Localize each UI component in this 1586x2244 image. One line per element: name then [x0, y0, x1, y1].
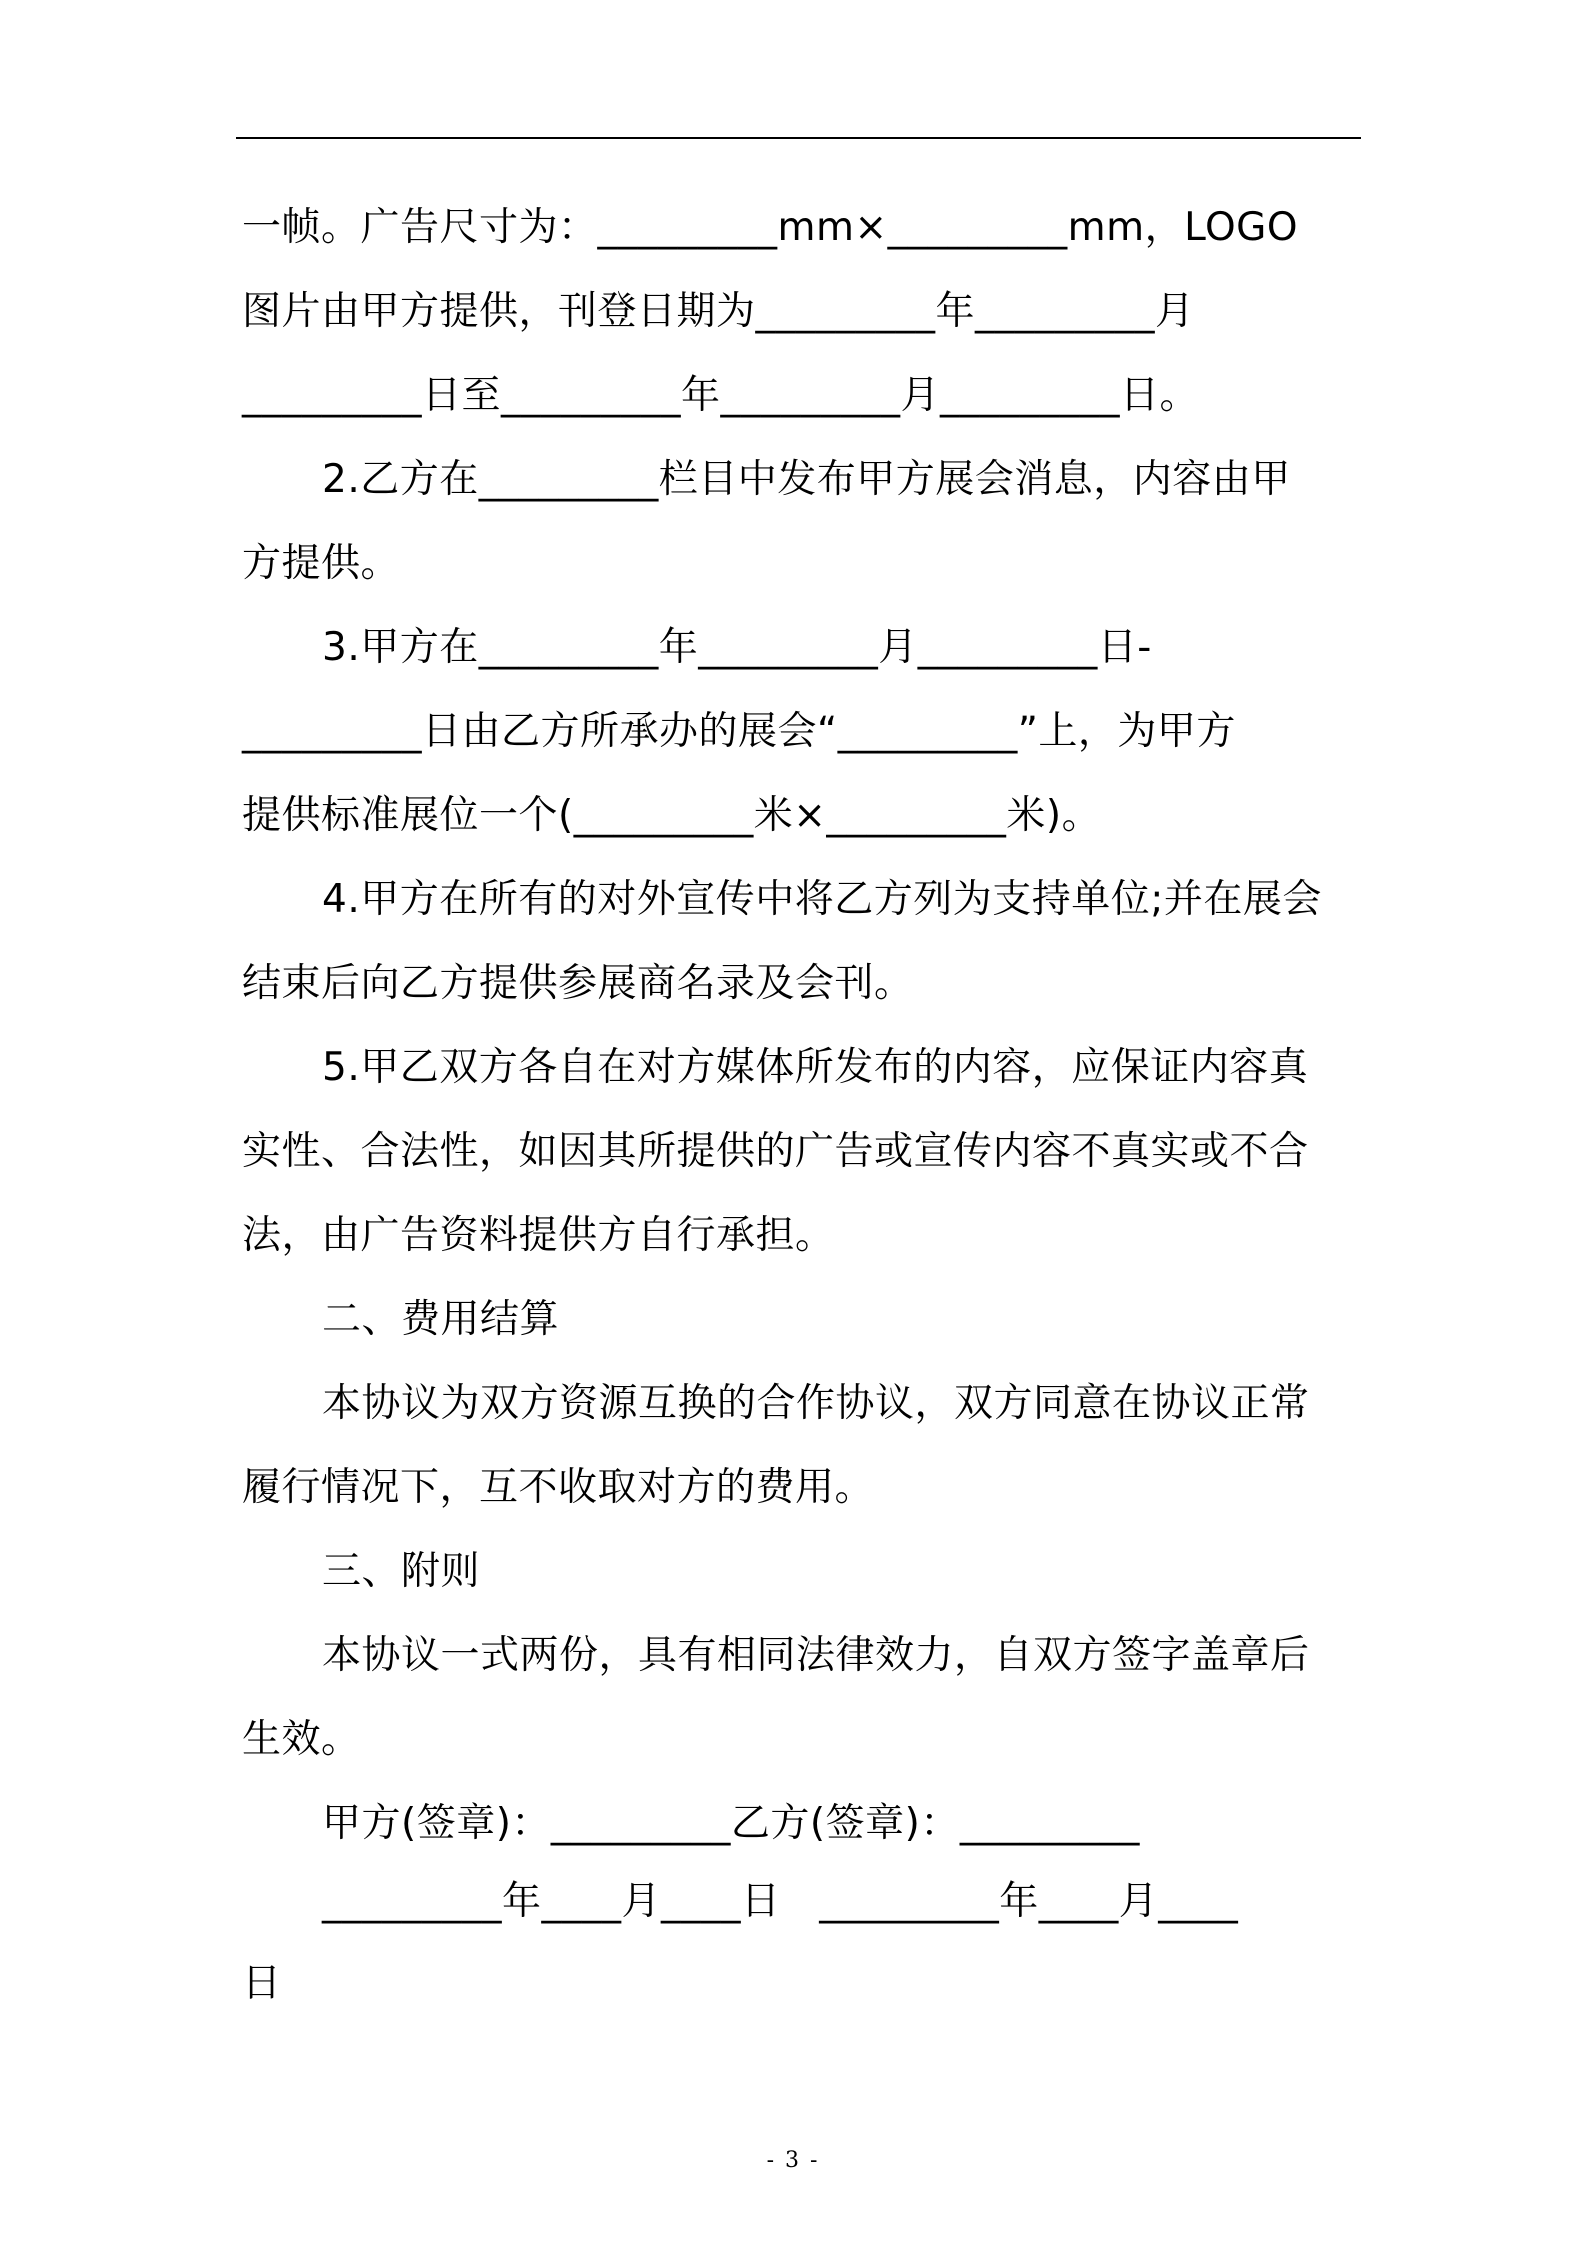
text-line: 履行情况下，互不收取对方的费用。	[242, 1465, 875, 1510]
text-line: 本协议为双方资源互换的合作协议，双方同意在协议正常	[322, 1381, 1310, 1426]
date-line: 日	[242, 1961, 282, 2006]
text-line: 4.甲方在所有的对外宣传中将乙方列为支持单位;并在展会	[322, 877, 1322, 922]
header-rule	[236, 137, 1361, 139]
text-line: 提供标准展位一个(_________米×_________米)。	[242, 793, 1102, 838]
signature-line: 甲方(签章)：_________乙方(签章)：_________	[322, 1801, 1140, 1846]
text-line: 3.甲方在_________年_________月_________日-	[322, 625, 1152, 670]
page-number: - 3 -	[766, 2148, 820, 2173]
text-line: 图片由甲方提供，刊登日期为_________年_________月	[242, 289, 1195, 334]
text-line: 2.乙方在_________栏目中发布甲方展会消息，内容由甲	[322, 457, 1291, 502]
text-line: 生效。	[242, 1717, 361, 1762]
text-line: 实性、合法性，如因其所提供的广告或宣传内容不真实或不合	[242, 1129, 1309, 1174]
section-heading: 三、附则	[322, 1549, 481, 1594]
text-line: 法，由广告资料提供方自行承担。	[242, 1213, 835, 1258]
date-line: _________年____月____日 _________年____月____	[322, 1879, 1239, 1924]
section-heading: 二、费用结算	[322, 1297, 560, 1342]
text-line: 5.甲乙双方各自在对方媒体所发布的内容，应保证内容真	[322, 1045, 1309, 1090]
text-line: 结束后向乙方提供参展商名录及会刊。	[242, 961, 914, 1006]
text-line: _________日由乙方所承办的展会“_________”上，为甲方	[242, 709, 1236, 754]
text-line: 方提供。	[242, 541, 401, 586]
text-line: 本协议一式两份，具有相同法律效力，自双方签字盖章后	[322, 1633, 1310, 1678]
text-line: 一帧。广告尺寸为：_________mm×_________mm，LOGO	[242, 205, 1299, 250]
text-line: _________日至_________年_________月_________日。	[242, 373, 1200, 418]
